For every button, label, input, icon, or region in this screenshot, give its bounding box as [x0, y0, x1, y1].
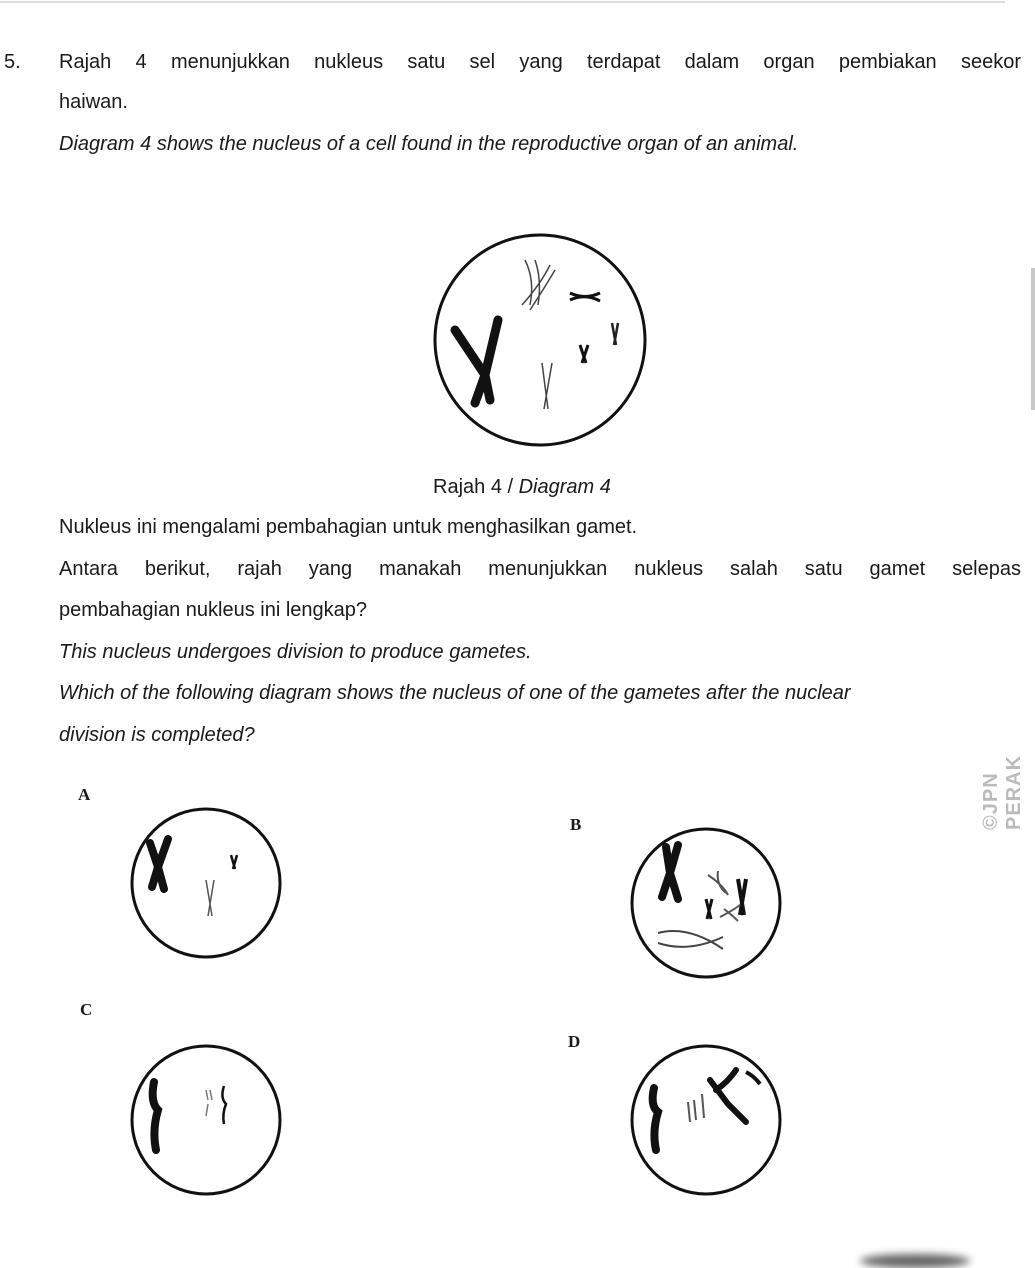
- option-b-label[interactable]: B: [570, 815, 582, 834]
- question-number: 5.: [4, 51, 21, 73]
- intro-english: Diagram 4 shows the nucleus of a cell found in the reproductive organ of an animal.: [59, 133, 799, 155]
- option-d-label[interactable]: D: [568, 1032, 581, 1051]
- page-edge: [1031, 268, 1035, 410]
- diagram-caption: Rajah 4 / Diagram 4: [433, 476, 611, 498]
- intro-malay: Rajah 4 menunjukkan nukleus satu sel yang terdapat dalam organ pembiakan seekor: [59, 51, 1021, 73]
- option-c-label[interactable]: C: [80, 1000, 93, 1019]
- option-a-diagram[interactable]: [128, 805, 288, 965]
- option-d-diagram[interactable]: [628, 1042, 788, 1202]
- question-malay-cont: pembahagian nukleus ini lengkap?: [59, 599, 368, 621]
- bottom-shadow: [860, 1254, 970, 1268]
- intro-malay-cont: haiwan.: [59, 91, 128, 113]
- statement-english: This nucleus undergoes division to produce gametes.: [59, 641, 532, 663]
- watermark: ©JPN PERAK: [980, 754, 1025, 830]
- statement-malay: Nukleus ini mengalami pembahagian untuk menghasilkan gamet.: [59, 516, 638, 538]
- question-english-cont: division is completed?: [59, 724, 255, 746]
- option-a-label[interactable]: A: [78, 785, 91, 804]
- question-english: Which of the following diagram shows the nucleus of one of the gametes after the nuclear: [59, 682, 851, 704]
- diagram-4-nucleus: [430, 225, 650, 445]
- top-divider: [0, 1, 1005, 3]
- option-c-diagram[interactable]: [128, 1042, 288, 1202]
- option-b-diagram[interactable]: [628, 825, 788, 985]
- question-malay: Antara berikut, rajah yang manakah menunjukkan nukleus salah satu gamet selepas: [59, 558, 1021, 580]
